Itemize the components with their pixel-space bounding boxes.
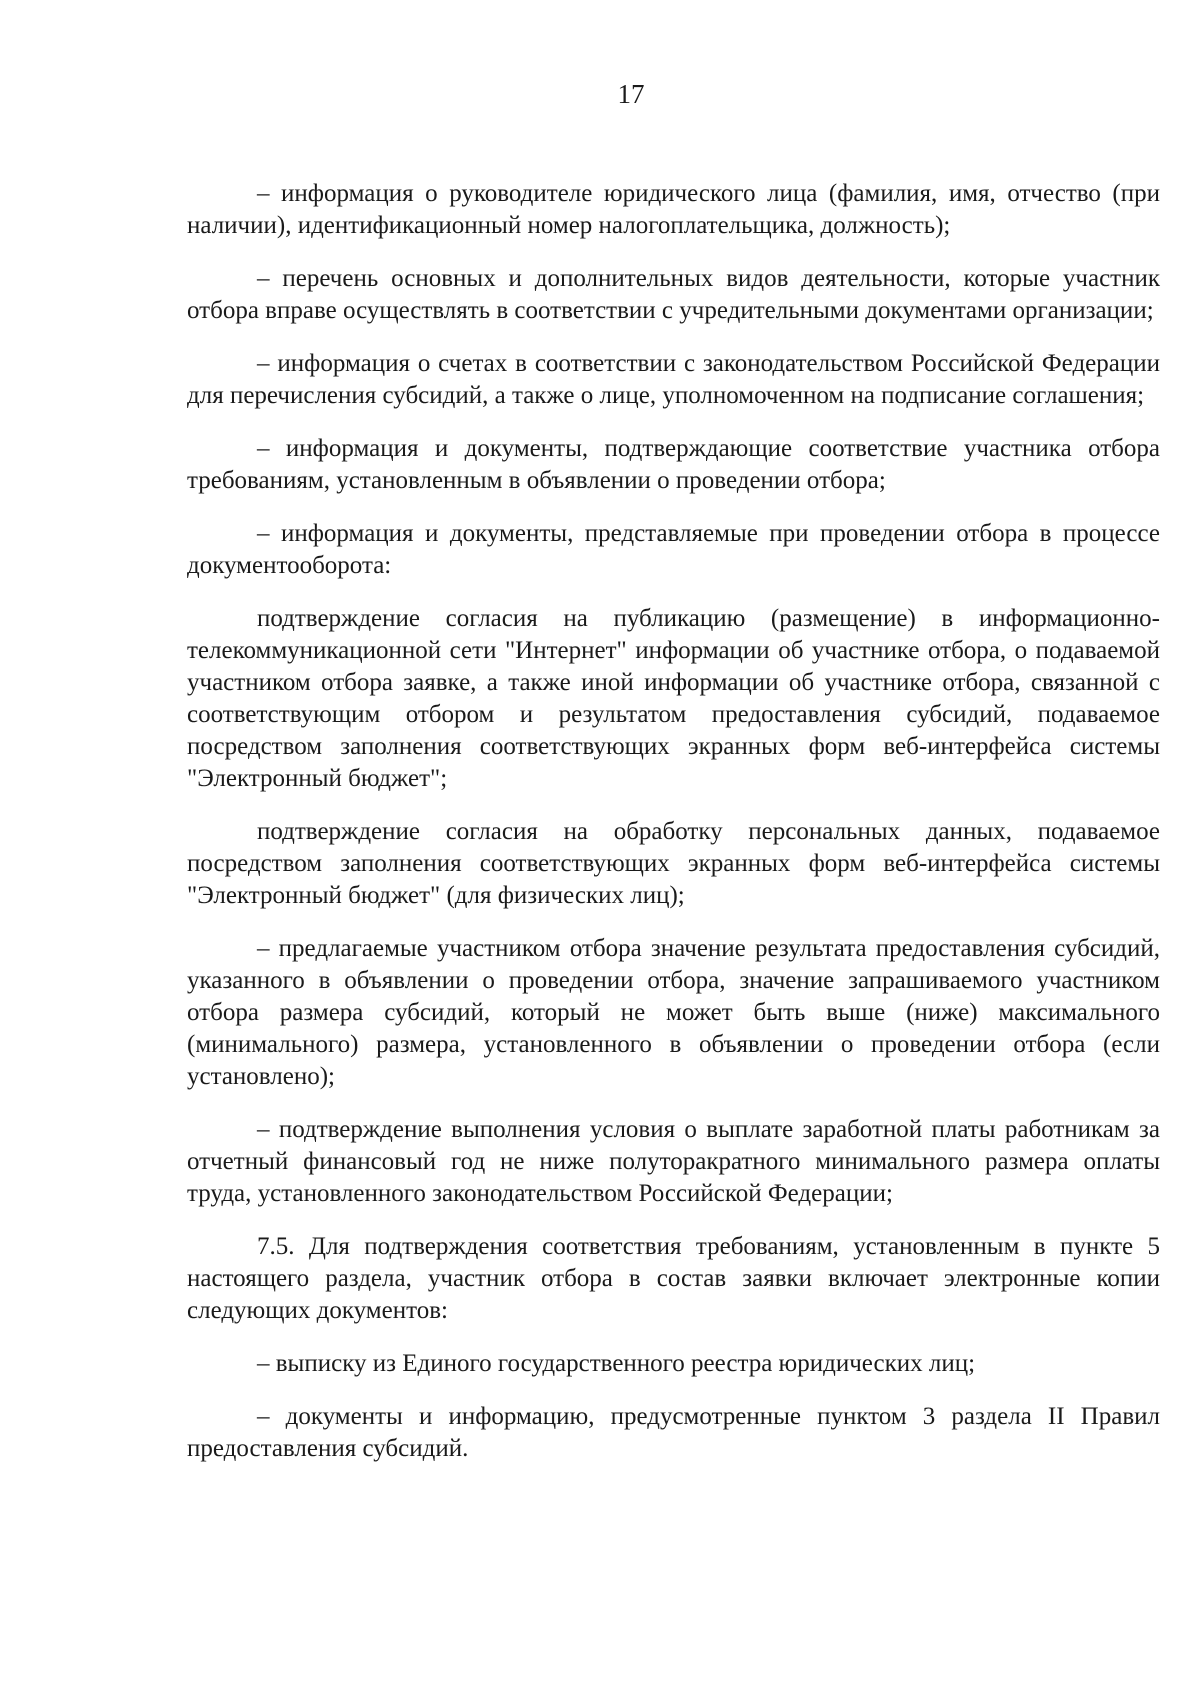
paragraph-result-value: – предлагаемые участником отбора значение результата предоставления субсидий, указанного в объявлении о проведении отбора, значение запрашиваемого участником отбора размера субсидий, который не может быть выше (ниже) максимального (минимального) размера, установленного в объявлении о проведении отбора (если установлено);	[187, 935, 1160, 1090]
page-number: 17	[617, 79, 645, 109]
paragraph-egrul-extract: – выписку из Единого государственного реестра юридических лиц;	[257, 1350, 976, 1377]
paragraph-activity-types: – перечень основных и дополнительных видов деятельности, которые участник отбора вправе осуществлять в соответствии с учредительными документами организации;	[187, 265, 1160, 324]
paragraph-personal-data-consent: подтверждение согласия на обработку персональных данных, подаваемое посредством заполнения соответствующих экранных форм веб-интерфейса системы "Электронный бюджет" (для физических лиц);	[187, 818, 1160, 909]
document-body	[187, 178, 1160, 1486]
paragraph-salary-condition: – подтверждение выполнения условия о выплате заработной платы работникам за отчетный финансовый год не ниже полуторакратного минимального размера оплаты труда, установленного законодательством Российской Федерации;	[187, 1116, 1160, 1207]
paragraph-rules-documents: – документы и информацию, предусмотренные пунктом 3 раздела II Правил предоставления субсидий.	[187, 1403, 1160, 1462]
paragraph-manager-info: – информация о руководителе юридического лица (фамилия, имя, отчество (при наличии), идентификационный номер налогоплательщика, должность);	[187, 180, 1160, 239]
paragraph-accounts-info: – информация о счетах в соответствии с законодательством Российской Федерации для перечисления субсидий, а также о лице, уполномоченном на подписание соглашения;	[187, 350, 1160, 409]
paragraph-section-7-5: 7.5. Для подтверждения соответствия требованиям, установленным в пункте 5 настоящего раздела, участник отбора в состав заявки включает электронные копии следующих документов:	[187, 1233, 1160, 1324]
paragraph-publication-consent: подтверждение согласия на публикацию (размещение) в информационно-телекоммуникационной сети "Интернет" информации об участнике отбора, о подаваемой участником отбора заявке, а также иной информации об участнике отбора, связанной с соответствующим отбором и результатом предоставления субсидий, подаваемое посредством заполнения соответствующих экранных форм веб-интерфейса системы "Электронный бюджет";	[187, 605, 1160, 792]
paragraph-document-flow: – информация и документы, представляемые при проведении отбора в процессе документооборота:	[187, 520, 1160, 579]
paragraph-compliance-documents: – информация и документы, подтверждающие соответствие участника отбора требованиям, установленным в объявлении о проведении отбора;	[187, 435, 1160, 494]
